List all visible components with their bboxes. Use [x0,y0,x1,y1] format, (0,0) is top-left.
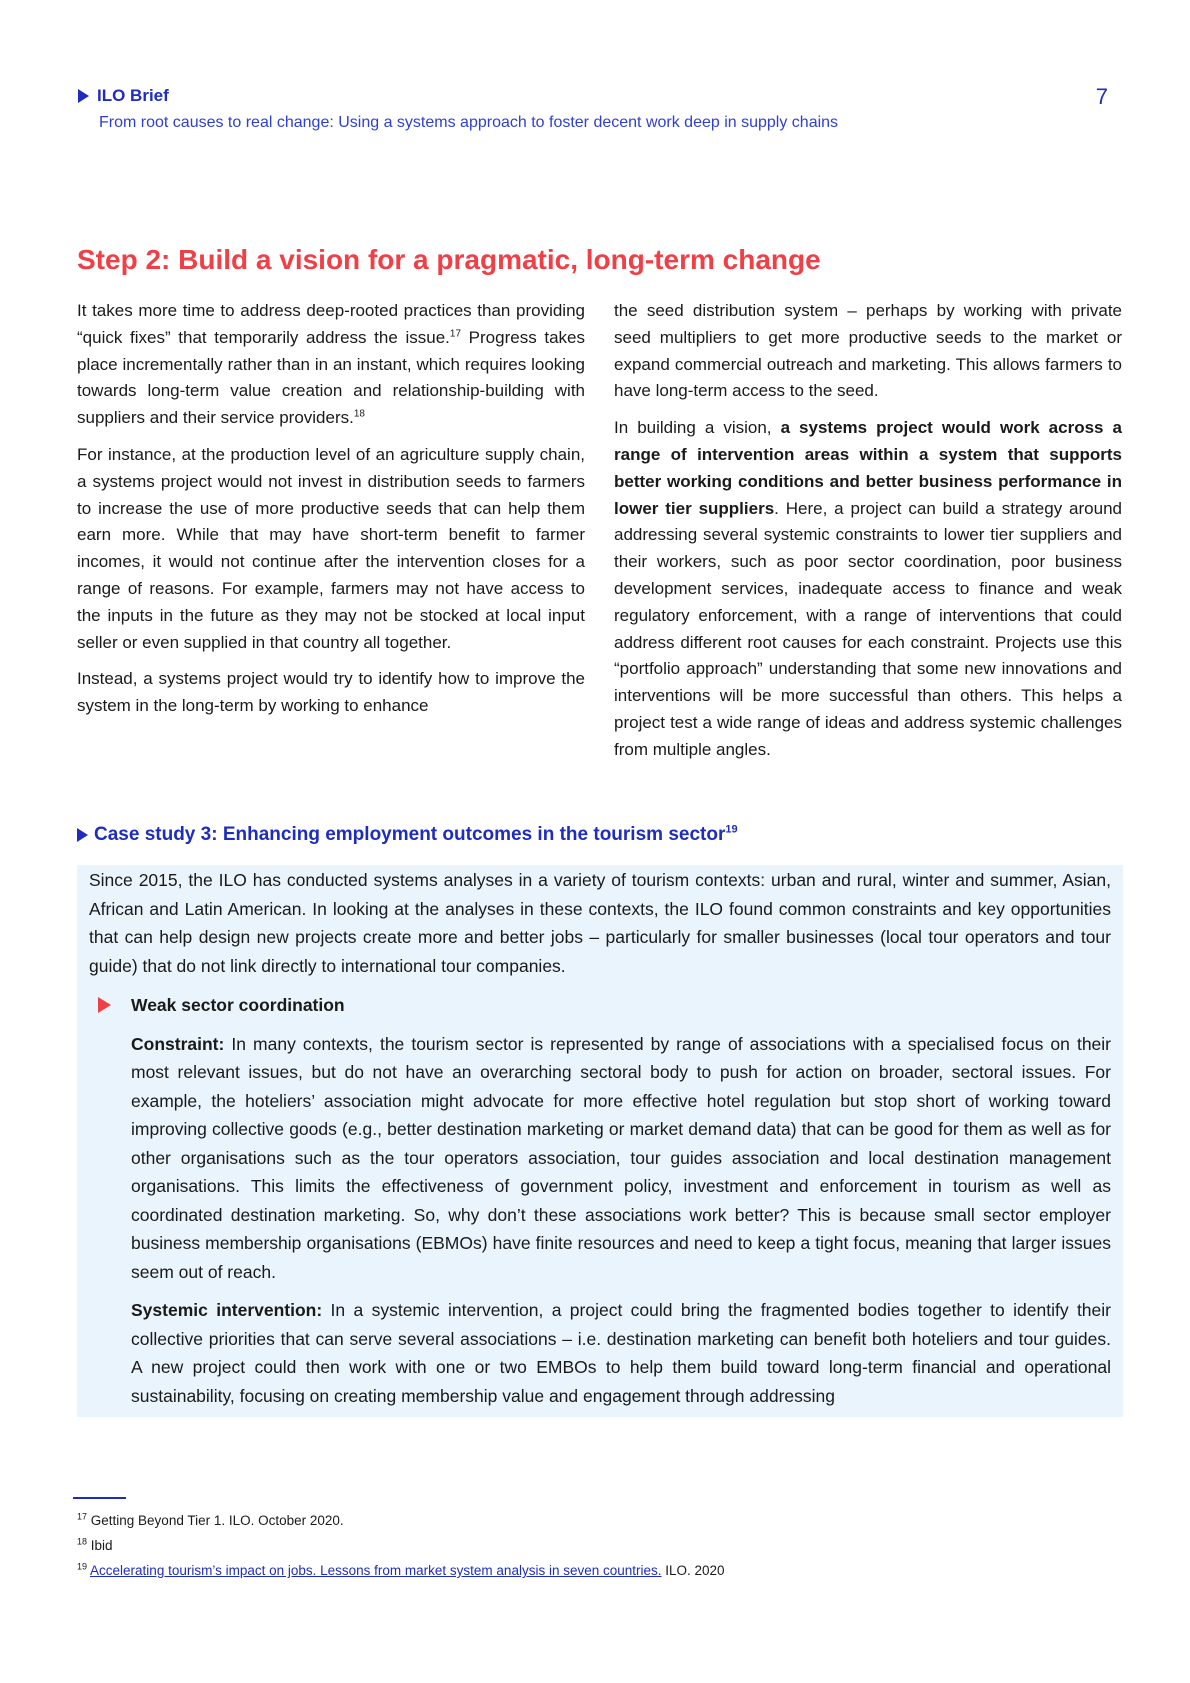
case-intro: Since 2015, the ILO has conducted systems analyses in a variety of tourism contexts: urban and rural, winter and summer, Asian, African and Latin American. In looking at the analyses in these contexts, the ILO found common constraints and key opportunities that can help design new projects create more and better jobs – particularly for smaller businesses (local tour operators and tour guide) that do not link directly to international tour companies. [89,870,1111,976]
case-study-title [77,824,738,846]
paragraph [77,298,585,432]
constraint-paragraph [131,1030,1111,1287]
footnote-text: Getting Beyond Tier 1. ILO. October 2020. [87,1513,344,1528]
constraint-label: Constraint: [131,1033,225,1054]
intervention-text: In a systemic intervention, a project could bring the fragmented bodies together to identify their collective priorities that can serve several associations – i.e. destination marketing can benefit both hoteliers and tour guides. A new project could then work with one or two EMBOs to help them build toward long-term financial and operational sustainability, focusing on creating membership value and engagement through addressing [131,1300,1111,1406]
paragraph: For instance, at the production level of an agriculture supply chain, a systems project would not invest in distribution seeds to farmers to increase the use of more productive seeds that can help them earn more. While that may have short-term benefit to farmer incomes, it would not continue after the intervention closes for a range of reasons. For example, farmers may not have access to the inputs in the future as they may not be stocked at local input seller or even supplied in that country all together. [77,444,585,652]
emphasis-text: a systems project would work across a range of intervention areas within a system that supports better working conditions and better business performance in lower tier suppliers [614,418,1122,518]
bullet-heading [89,991,1111,1020]
footnote-link[interactable]: Accelerating tourism’s impact on jobs. Lessons from market system analysis in seven countries. [90,1563,662,1578]
footnote [77,1533,725,1558]
footnote-number: 17 [77,1511,88,1522]
case-study-box [77,865,1123,1417]
footnote-ref[interactable]: 19 [725,823,738,836]
paragraph-text: Progress takes place incrementally rather than in an instant, which requires looking towards long-term value creation and relationship-building with suppliers and their service providers. [77,327,585,428]
bullet-triangle-icon [98,997,111,1013]
footnote-number: 19 [77,1561,88,1572]
paragraph-text: It takes more time to address deep-rooted practices than providing “quick fixes” that temporarily address the issue. [77,301,585,347]
intervention-label: Systemic intervention: [131,1300,323,1320]
body-columns [77,298,1122,774]
brief-label [78,86,1108,106]
footnotes [77,1508,725,1583]
footnote-ref[interactable]: 17 [449,328,462,340]
case-study-title-text [94,824,738,846]
paragraph-text: . Here, a project can build a strategy around addressing several systemic constraints to lower tier suppliers and their workers, such as poor sector coordination, poor business development services, inadequate access to finance and weak regulatory enforcement, with a range of interventions that could address different root causes for each constraint. Projects use this “portfolio approach” understanding that some new innovations and interventions will be more successful than others. This helps a project test a wide range of ideas and address systemic challenges from multiple angles. [614,498,1122,759]
footnote-text: Ibid [87,1538,113,1553]
running-header [78,86,1108,132]
constraint-text: In many contexts, the tourism sector is represented by range of associations with a specialised focus on their most relevant issues, but do not have an overarching sectoral body to push for action on broader, sectoral issues. For example, the hoteliers’ association might advocate for more effective hotel regulation but stop short of working toward improving collective goods (e.g., better destination marketing or market demand data) that can be good for them as well as for other organisations such as the tour operators association, tour guides association and local destination management organisations. This limits the effectiveness of government policy, investment and enforcement in tourism as well as coordinated destination marketing. So, why don’t these associations work better? This is because small sector employer business membership organisations (EBMOs) have finite resources and need to keep a tight focus, meaning that larger issues seem out of reach. [131,1033,1111,1282]
footnote-text: ILO. 2020 [661,1563,725,1578]
footnote [77,1508,725,1533]
intervention-paragraph [131,1296,1111,1410]
paragraph: Instead, a systems project would try to identify how to improve the system in the long-term by working to enhance [77,669,585,716]
paragraph: the seed distribution system – perhaps by working with private seed multipliers to get more productive seeds to the market or expand commercial outreach and marketing. This allows farmers to have long-term access to the seed. [614,301,1122,401]
bullet-title: Weak sector coordination [131,995,345,1015]
case-study-content [77,865,1123,1410]
section-heading: Step 2: Build a vision for a pragmatic, long-term change [77,244,821,275]
right-column [614,298,1122,774]
footnote-ref[interactable]: 18 [353,408,365,420]
left-column [77,298,585,774]
document-subtitle: From root causes to real change: Using a systems approach to foster decent work deep in supply chains [99,114,839,131]
brand-text: ILO Brief [97,86,169,105]
case-title-label: Case study 3: Enhancing employment outcomes in the tourism sector [94,824,726,845]
footnote-divider [73,1497,126,1499]
paragraph [614,415,1122,763]
play-triangle-icon [77,828,88,842]
page-number: 7 [1095,84,1108,109]
play-triangle-icon [78,89,89,103]
paragraph-text: In building a vision, [614,418,781,438]
footnote [77,1558,725,1583]
footnote-number: 18 [77,1536,88,1547]
